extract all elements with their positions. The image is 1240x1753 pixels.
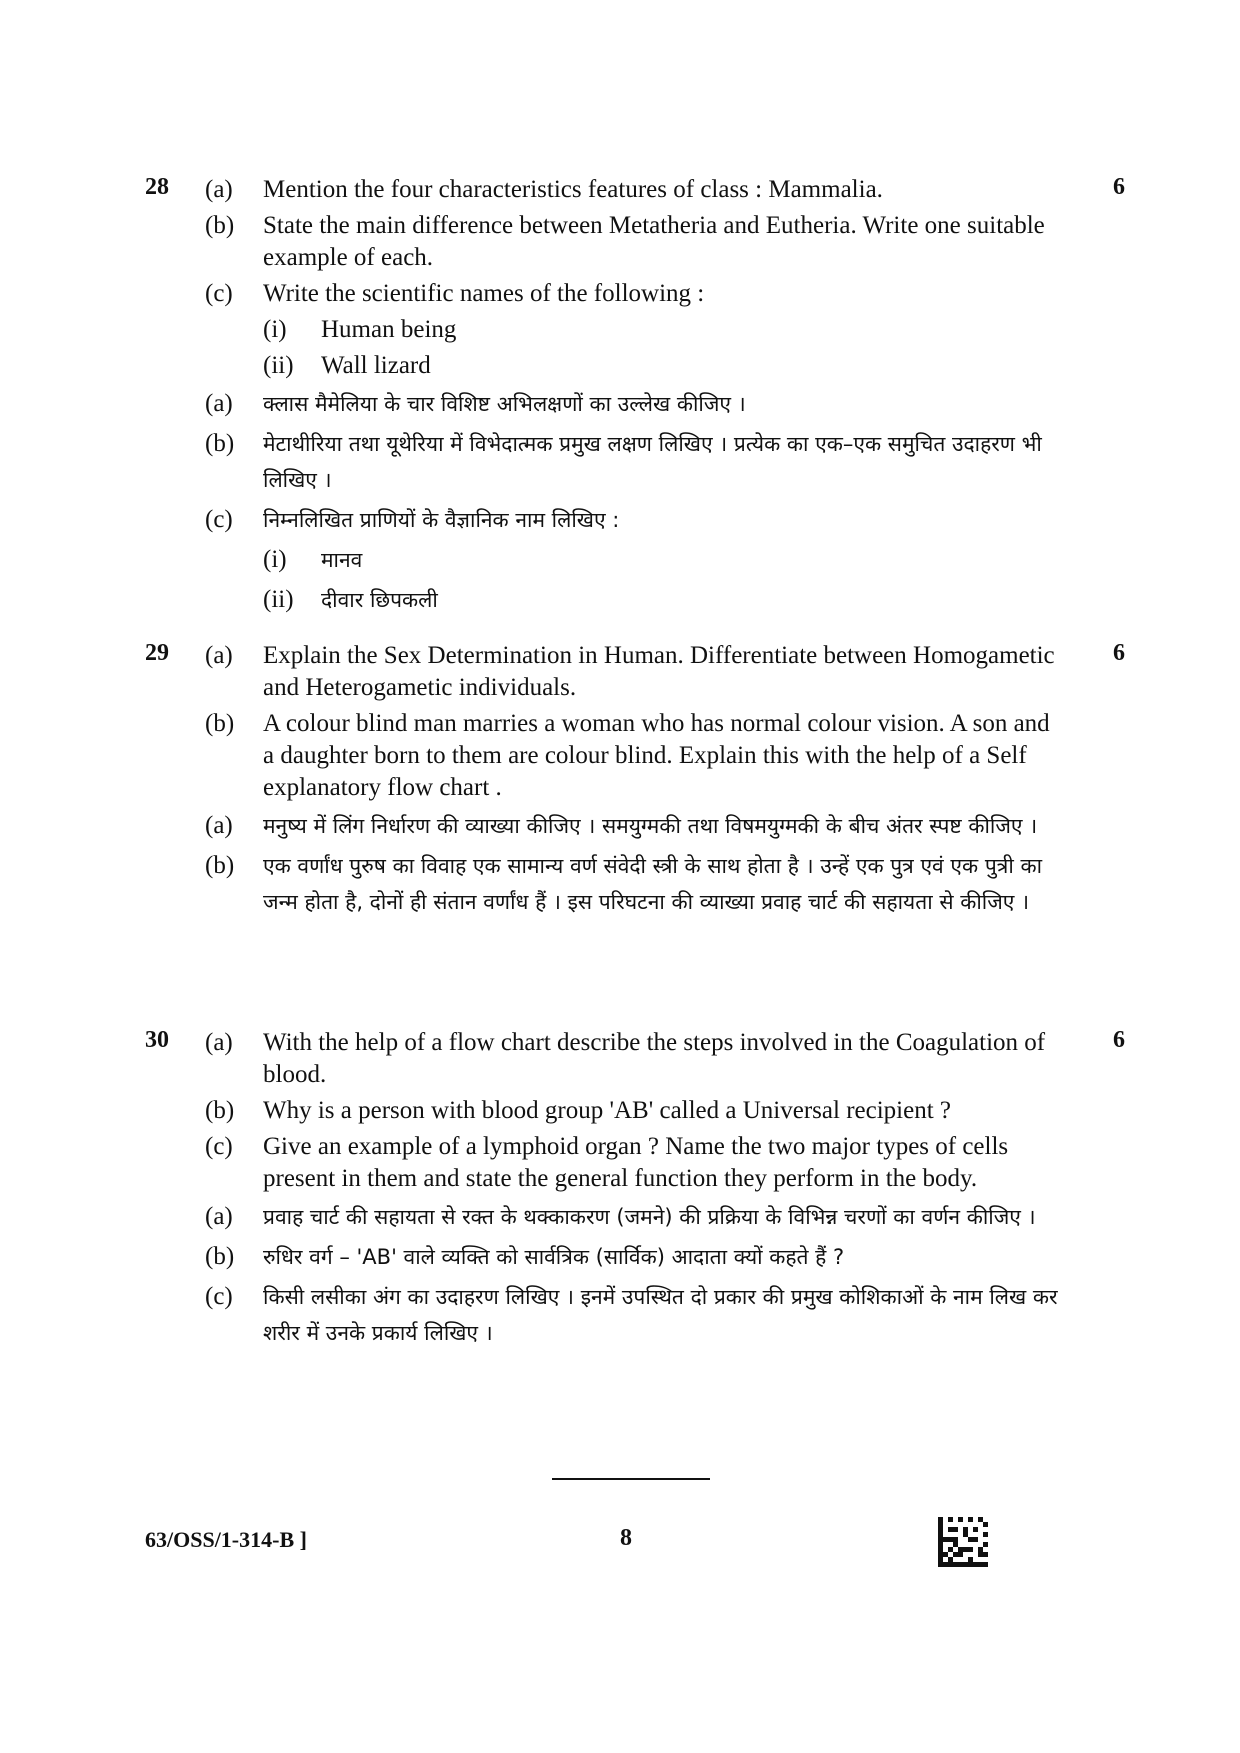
datamatrix-code-icon bbox=[938, 1517, 988, 1567]
part-en-a: (a) Explain the Sex Determination in Human. Differentiate between Homogametic and Heterogametic individuals. bbox=[205, 642, 1055, 701]
question-29 bbox=[145, 640, 1125, 924]
page-number: 8 bbox=[620, 1525, 632, 1551]
question-marks: 6 bbox=[1113, 174, 1125, 200]
part-en-b: (b) Why is a person with blood group 'AB' called a Universal recipient ? bbox=[205, 1097, 951, 1124]
part-en-a: (a) Mention the four characteristics features of class : Mammalia. bbox=[205, 176, 883, 203]
part-hi-a: (a) मनुष्य में लिंग निर्धारण की व्याख्या कीजिए । समयुग्मकी तथा विषमयुग्मकी के बीच अंतर स्पष्ट कीजिए । bbox=[205, 812, 1038, 839]
subitem-en-ii: (ii) Wall lizard bbox=[263, 352, 431, 379]
part-hi-b: (b) मेटाथीरिया तथा यूथेरिया में विभेदात्मक प्रमुख लक्षण लिखिए । प्रत्येक का एक–एक समुचित उदाहरण भी लिखिए । bbox=[205, 430, 1042, 492]
part-en-a: (a) With the help of a flow chart describe the steps involved in the Coagulation of blood. bbox=[205, 1029, 1046, 1088]
part-en-b: (b) State the main difference between Metatheria and Eutheria. Write one suitable example of each. bbox=[205, 212, 1045, 271]
part-hi-c: (c) निम्नलिखित प्राणियों के वैज्ञानिक नाम लिखिए : bbox=[205, 506, 620, 533]
part-hi-b: (b) एक वर्णांध पुरुष का विवाह एक सामान्य वर्ण संवेदी स्त्री के साथ होता है । उन्हें एक पुत्र एवं एक पुत्री का जन्म होता है, दोनों ही संतान वर्णांध हैं । इस परिघटना की व्याख्या प्रवाह चार्ट की सहायता से कीजिए । bbox=[205, 852, 1043, 914]
end-of-paper-rule bbox=[552, 1478, 710, 1480]
subitem-en-i: (i) Human being bbox=[263, 316, 457, 343]
subitems-en bbox=[263, 314, 963, 382]
part-en-c: (c) Write the scientific names of the following : bbox=[205, 280, 705, 307]
part-en-b: (b) A colour blind man marries a woman who has normal colour vision. A son and a daughter born to them are colour blind. Explain this with the help of a Self explanatory flow chart . bbox=[205, 710, 1050, 801]
question-marks: 6 bbox=[1113, 640, 1125, 666]
subitem-hi-ii: (ii) दीवार छिपकली bbox=[263, 586, 438, 613]
part-en-c: (c) Give an example of a lymphoid organ ? Name the two major types of cells present in them and state the general function they perform in the body. bbox=[205, 1133, 1009, 1192]
part-hi-a: (a) क्लास मैमेलिया के चार विशिष्ट अभिलक्षणों का उल्लेख कीजिए । bbox=[205, 390, 746, 417]
part-hi-b: (b) रुधिर वर्ग – 'AB' वाले व्यक्ति को सार्वत्रिक (सार्विक) आदाता क्यों कहते हैं ? bbox=[205, 1243, 845, 1270]
question-28 bbox=[145, 174, 1125, 622]
question-marks: 6 bbox=[1113, 1027, 1125, 1053]
subitem-hi-i: (i) मानव bbox=[263, 546, 363, 573]
subitems-hi bbox=[263, 542, 963, 618]
question-30 bbox=[145, 1027, 1125, 1355]
question-number: 30 bbox=[145, 1027, 169, 1053]
paper-code: 63/OSS/1-314-B ] bbox=[145, 1527, 307, 1552]
part-hi-a: (a) प्रवाह चार्ट की सहायता से रक्त के थक्काकरण (जमने) की प्रक्रिया के विभिन्न चरणों का वर्णन कीजिए । bbox=[205, 1203, 1036, 1230]
part-hi-c: (c) किसी लसीका अंग का उदाहरण लिखिए । इनमें उपस्थित दो प्रकार की प्रमुख कोशिकाओं के नाम लिख कर शरीर में उनके प्रकार्य लिखिए । bbox=[205, 1283, 1058, 1345]
question-number: 28 bbox=[145, 174, 169, 200]
question-number: 29 bbox=[145, 640, 169, 666]
